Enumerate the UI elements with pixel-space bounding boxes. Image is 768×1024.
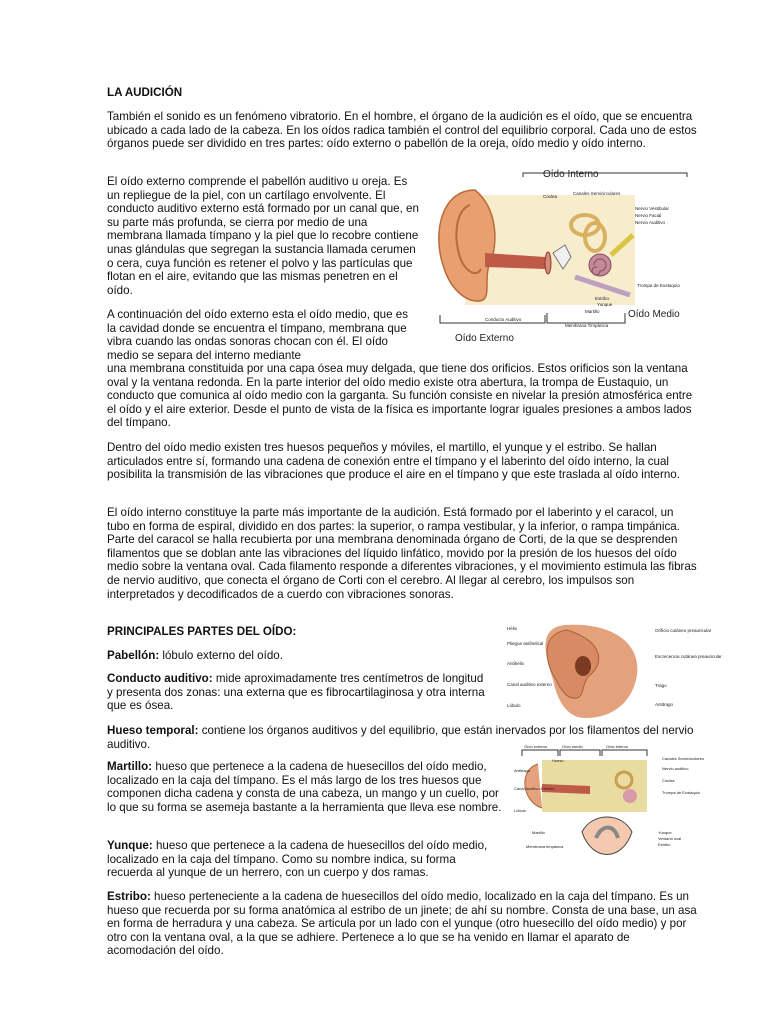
label-estribo: Estribo	[595, 296, 610, 301]
ossicles-paragraph: Dentro del oído medio existen tres huesos pequeños y móviles, el martillo, el yunque y el estribo. Se hallan articulados entre sí, formando una cadena de conexión entre el tímpano y el laberinto del oído interno, la cual posibilita la transmisión de las vibraciones que produce el aire en el tímpano y que este traslada al oído interno.	[107, 441, 680, 482]
label-nervio-facial: Nervio Facial	[635, 213, 662, 218]
page-title: LA AUDICIÓN	[107, 86, 183, 99]
part-description: hueso perteneciente a la cadena de huesecillos del oído medio, localizado en la caja del tímpano. Es un hueso que recuerda por su forma anatómica al estribo de un jinete; de ahí su nombre. Consta de una base, un asa en forma de herradura y una cabeza. Se articula por un lado con el yunque (otro huesecillo del oído medio) y por otro con la ventana oval, a la que se adhiere. Pertenece a lo que se ha venido en llamar el aparato de acomodación del oído.	[107, 890, 697, 958]
label-coclea: Cóclea	[543, 194, 558, 199]
label-antihelix: Antihélix	[507, 661, 525, 666]
intro-paragraph: También el sonido es un fenómeno vibratorio. En el hombre, el órgano de la audición es el oído, que se encuentra ubicado a cada lado de la cabeza. En los oídos radica también el control del equilibrio corporal. Cada uno de estos órganos puede ser dividido en tres partes: oído externo o pabellón de la oreja, oído medio y oído interno.	[107, 110, 697, 151]
label-martillo: Martillo	[532, 830, 545, 835]
label-membrana: Membrana Timpánica	[565, 323, 609, 328]
label-canales: Canales Semicirculares	[662, 756, 705, 761]
ear-cross-section-figure	[512, 742, 705, 870]
part-pabellon	[107, 649, 507, 663]
label-pliegue: Pliegue antihelical	[507, 641, 544, 646]
part-martillo	[107, 760, 507, 814]
label-ventana: Ventana oval	[658, 836, 682, 841]
label-estribo: Estribo	[658, 842, 671, 847]
part-term: Conducto auditivo:	[107, 672, 213, 685]
label-oido-externo: Oído externo	[524, 744, 548, 749]
middle-ear-paragraph-end: una membrana constituida por una capa ósea muy delgada, que tiene dos orificios. Estos orificios son la ventana oval y la ventana redonda. En la parte interior del oído medio existe otra abertura, la trompa de Eustaquio, un conducto que comunica al oído medio con la garganta. Su función consiste en nivelar la presión atmosférica entre el oído y el aire exterior. Desde el punto de vista de la física es importante lograr iguales presiones a ambos lados del tímpano.	[107, 362, 693, 430]
label-trompa: Trompa de Eustaquio	[662, 790, 701, 795]
part-estribo	[107, 890, 697, 958]
label-helix: Hélix	[507, 626, 518, 631]
label-membrana: Membrana timpánica	[526, 844, 564, 849]
label-oido-medio: Oído Medio	[628, 309, 680, 320]
label-antitrago: Antitrago	[655, 702, 674, 707]
label-lobulo: Lóbulo	[507, 703, 521, 708]
part-term: Yunque:	[107, 839, 153, 852]
label-oido-interno: Oído Interno	[543, 169, 599, 180]
part-term: Hueso temporal:	[107, 724, 199, 737]
label-yunque: Yunque	[658, 830, 672, 835]
part-description: hueso que pertenece a la cadena de huesecillos del oído medio, localizado en la caja del tímpano. Como su nombre indica, su forma recuerda al yunque de un herrero, con un cuerpo y dos ramas.	[107, 839, 488, 880]
label-conducto: Conducto Auditivo	[485, 317, 522, 322]
cochlea	[623, 789, 637, 803]
label-yunque: Yunque	[597, 302, 613, 307]
label-orificio: Orificio cutáneo preauricular	[655, 628, 712, 633]
label-nervio-auditivo: Nervio Auditivo	[635, 220, 666, 225]
label-excrecencia: Excrecencia cutánea preauricular	[655, 654, 722, 659]
parts-heading: PRINCIPALES PARTES DEL OÍDO:	[107, 625, 297, 638]
middle-ear-paragraph-start: A continuación del oído externo esta el oído medio, que es la cavidad donde se encuentra el tímpano, membrana que vibra cuando las ondas sonoras chocan con él. El oído medio se separa del interno mediante	[107, 308, 409, 362]
label-hueso: Hueso	[552, 758, 564, 763]
label-antitrago: Antitrago	[514, 768, 531, 773]
part-yunque	[107, 839, 492, 880]
label-canales: Canales Semicirculares	[573, 191, 621, 196]
label-oido-interno: Oído interno	[606, 744, 629, 749]
label-oido-externo: Oído Externo	[455, 333, 514, 344]
part-description: lóbulo externo del oído.	[159, 649, 283, 662]
part-term: Martillo:	[107, 760, 153, 773]
label-canal: Canal Auditivo Externo	[514, 786, 555, 791]
ear-anatomy-figure	[425, 165, 695, 345]
outer-ear-figure	[505, 620, 722, 720]
ear-canal-opening	[575, 656, 591, 676]
label-nervio-vestibular: Nervio Vestibular	[635, 206, 670, 211]
part-term: Pabellón:	[107, 649, 160, 662]
label-canal: Canal auditivo externo	[507, 682, 552, 687]
part-description: mide aproximadamente tres centímetros de longitud y presenta dos zonas: una externa que es fibrocartilaginosa y otra interna que es ósea.	[107, 672, 485, 713]
eardrum	[545, 252, 551, 274]
outer-ear-paragraph: El oído externo comprende el pabellón auditivo u oreja. Es un repliegue de la piel, con un cartílago envolvente. El conducto auditivo externo está formado por un canal que, en su parte más profunda, se cierra por medio de una membrana llamada tímpano y la piel que lo recobre contiene unas glándulas que segregan la sustancia llamada cerumen o cera, cuya función es retener el polvo y las partículas que flotan en el aire, evitando que las mismas penetren en el oído.	[107, 175, 419, 297]
part-conducto	[107, 672, 492, 713]
label-trompa: Trompa de Eustaquio	[637, 283, 680, 288]
label-martillo: Martillo	[585, 309, 600, 314]
label-coclea: Cóclea	[662, 778, 675, 783]
part-description: hueso que pertenece a la cadena de huesecillos del oído medio, localizado en la caja del tímpano. Es el más largo de los tres huesos que componen dicha cadena y consta de una cabeza, un mango y un cuello, por lo que su forma se asemeja bastante a la herramienta que lleva ese nombre.	[107, 760, 502, 814]
part-term: Estribo:	[107, 890, 151, 903]
part-description: contiene los órganos auditivos y del equilibrio, que están inervados por los filamentos del nervio auditivo.	[107, 724, 694, 751]
label-trago: Trago	[655, 683, 667, 688]
label-nervio: Nervio auditivo	[662, 766, 689, 771]
label-oido-medio: Oído medio	[562, 744, 583, 749]
inner-ear-paragraph: El oído interno constituye la parte más importante de la audición. Está formado por el laberinto y el caracol, un tubo en forma de espiral, dividido en dos partes: la superior, o rampa vestibular, y la inferior, o rampa timpánica. Parte del caracol se halla recubierta por una membrana denominada órgano de Corti, de la que se desprenden filamentos que se doblan ante las vibraciones del líquido linfático, movido por la presión de los huesos del oído medio sobre la ventana oval. Cada filamento responde a diferentes vibraciones, y el movimiento estimula las fibras de nervio auditivo, que conecta el órgano de Corti con el cerebro. Al llegar al cerebro, los impulsos son interpretados y decodificados de a cuerdo con vibraciones sonoras.	[107, 506, 697, 601]
label-lobulo: Lóbulo	[514, 808, 527, 813]
